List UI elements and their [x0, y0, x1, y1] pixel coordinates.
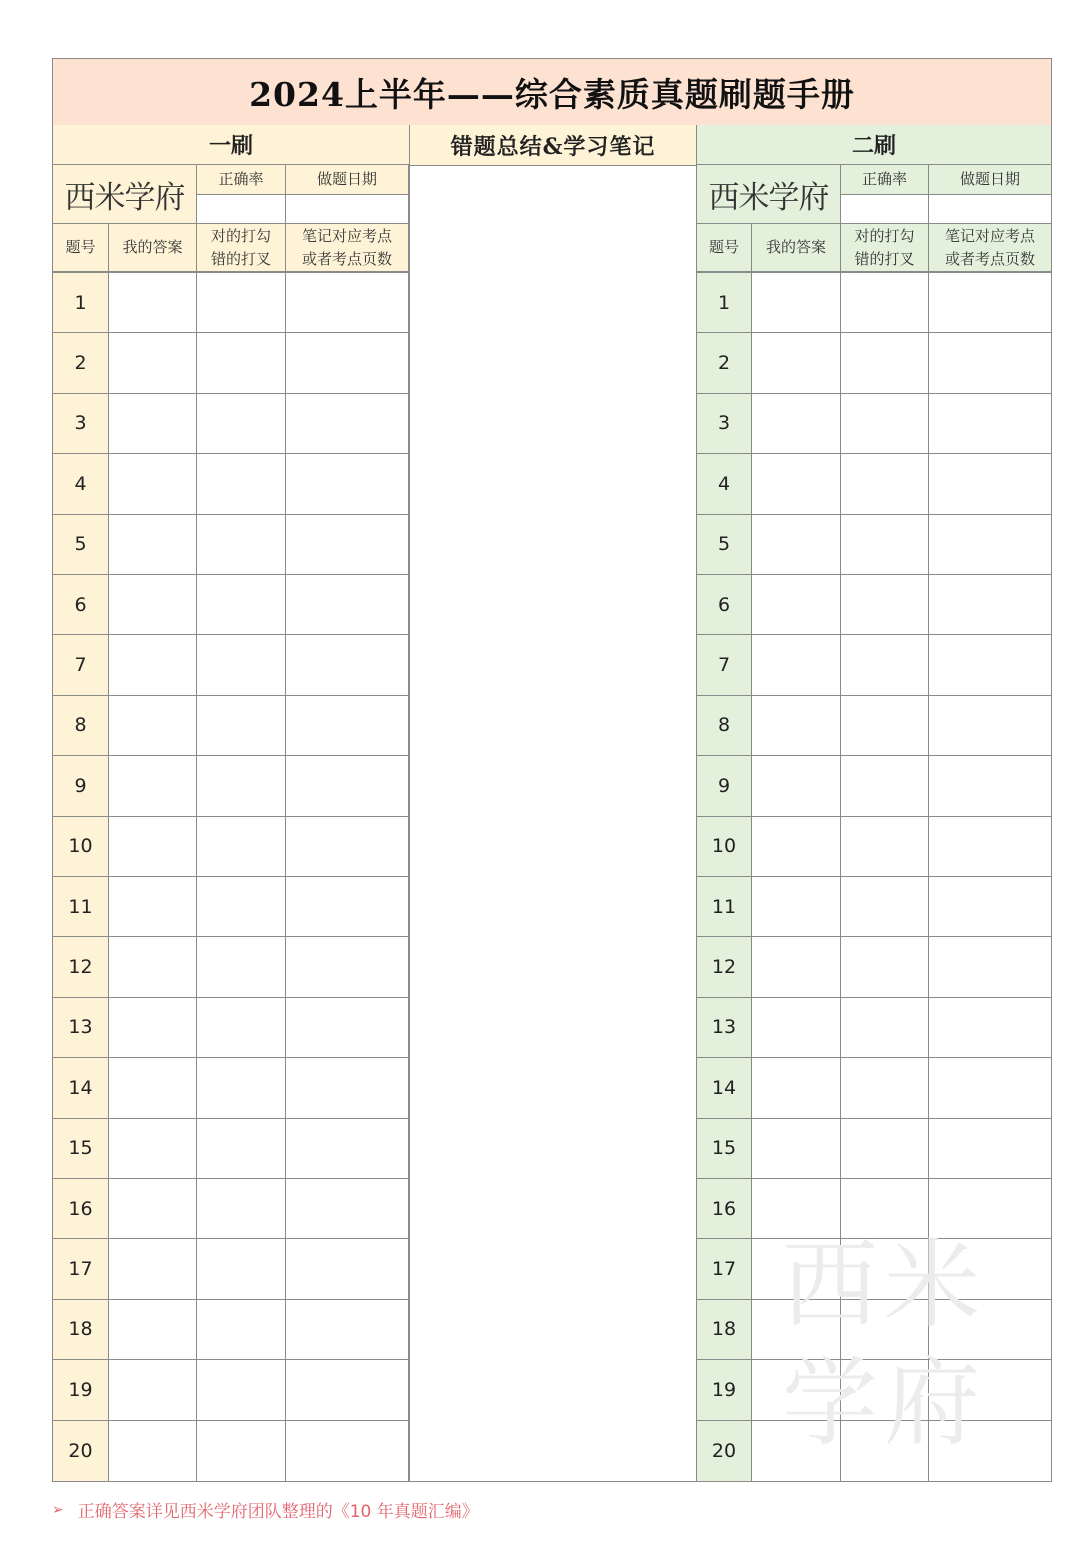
column-header-check: [197, 224, 286, 272]
notes-cell[interactable]: [286, 1058, 409, 1117]
answer-cell[interactable]: [752, 273, 841, 332]
page-title: 2024上半年——综合素质真题刷题手册: [53, 59, 1051, 126]
table-row: [53, 1058, 409, 1118]
table-row: [697, 998, 1051, 1058]
notes-cell[interactable]: [929, 1179, 1051, 1238]
answer-cell[interactable]: [109, 817, 197, 876]
notes-cell[interactable]: [286, 575, 409, 634]
column-header-notes: [929, 224, 1051, 272]
table-row: [697, 394, 1051, 454]
question-number: 6: [53, 575, 109, 634]
second-pass-rows: [697, 273, 1051, 1481]
check-cell[interactable]: [197, 333, 286, 392]
answer-cell[interactable]: [109, 1421, 197, 1481]
question-number: 18: [697, 1300, 752, 1359]
check-cell[interactable]: [841, 1360, 929, 1419]
question-number: 1: [697, 273, 752, 332]
check-cell[interactable]: [841, 1300, 929, 1359]
footer-note: [52, 1497, 479, 1522]
notes-cell[interactable]: [286, 1179, 409, 1238]
notes-cell[interactable]: [929, 1058, 1051, 1117]
accuracy-input[interactable]: [197, 195, 286, 224]
question-number: 20: [53, 1421, 109, 1481]
question-number: 2: [53, 333, 109, 392]
answer-cell[interactable]: [752, 575, 841, 634]
column-header-notes-line2: 或者考点页数: [944, 249, 1035, 268]
answer-cell[interactable]: [752, 1239, 841, 1298]
check-cell[interactable]: [841, 937, 929, 996]
question-number: 5: [697, 515, 752, 574]
table-row: [697, 333, 1051, 393]
question-number: 6: [697, 575, 752, 634]
answer-cell[interactable]: [752, 1179, 841, 1238]
question-number: 5: [53, 515, 109, 574]
check-cell[interactable]: [841, 1119, 929, 1178]
table-row: [53, 1360, 409, 1420]
column-header-number: 题号: [53, 224, 109, 272]
date-input[interactable]: [286, 195, 409, 224]
table-row: [697, 1300, 1051, 1360]
column-header-notes-line1: 笔记对应考点: [944, 226, 1035, 245]
column-header-check: [841, 224, 929, 272]
check-cell[interactable]: [197, 575, 286, 634]
notes-cell[interactable]: [929, 1239, 1051, 1298]
accuracy-input[interactable]: [841, 195, 929, 224]
table-row: [697, 1421, 1051, 1481]
table-row: [53, 394, 409, 454]
column-header-check-line2: 错的打叉: [210, 249, 271, 268]
answer-cell[interactable]: [109, 998, 197, 1057]
logo: 西米学府: [53, 165, 197, 224]
notes-cell[interactable]: [929, 1119, 1051, 1178]
answer-cell[interactable]: [752, 454, 841, 513]
question-number: 16: [53, 1179, 109, 1238]
question-number: 17: [53, 1239, 109, 1298]
check-cell[interactable]: [197, 1360, 286, 1419]
check-cell[interactable]: [197, 1300, 286, 1359]
table-row: [53, 1179, 409, 1239]
table-row: [697, 575, 1051, 635]
answer-cell[interactable]: [752, 1058, 841, 1117]
table-row: [53, 273, 409, 333]
check-cell[interactable]: [197, 454, 286, 513]
table-row: [53, 998, 409, 1058]
question-number: 13: [53, 998, 109, 1057]
table-row: [697, 1239, 1051, 1299]
question-number: 1: [53, 273, 109, 332]
check-cell[interactable]: [197, 696, 286, 755]
notes-cell[interactable]: [286, 273, 409, 332]
question-number: 3: [53, 394, 109, 453]
notes-cell[interactable]: [929, 575, 1051, 634]
notes-cell[interactable]: [929, 877, 1051, 936]
answer-cell[interactable]: [752, 394, 841, 453]
notes-cell[interactable]: [286, 1360, 409, 1419]
table-row: [697, 273, 1051, 333]
answer-cell[interactable]: [109, 877, 197, 936]
notes-column: [409, 125, 697, 1481]
check-cell[interactable]: [841, 998, 929, 1057]
table-row: [697, 635, 1051, 695]
check-cell[interactable]: [197, 1058, 286, 1117]
question-number: 12: [53, 937, 109, 996]
column-header-notes: [286, 224, 409, 272]
notes-cell[interactable]: [929, 394, 1051, 453]
notes-cell[interactable]: [929, 998, 1051, 1057]
table-row: [53, 937, 409, 997]
answer-cell[interactable]: [109, 515, 197, 574]
check-cell[interactable]: [841, 1058, 929, 1117]
second-pass-panel: [697, 125, 1051, 1481]
answer-cell[interactable]: [109, 1058, 197, 1117]
notes-cell[interactable]: [286, 877, 409, 936]
question-number: 15: [697, 1119, 752, 1178]
question-number: 7: [697, 635, 752, 694]
check-cell[interactable]: [197, 1239, 286, 1298]
logo: 西米学府: [697, 165, 841, 224]
question-number: 3: [697, 394, 752, 453]
check-cell[interactable]: [197, 817, 286, 876]
table-row: [697, 454, 1051, 514]
notes-cell[interactable]: [286, 1119, 409, 1178]
table-row: [697, 817, 1051, 877]
notes-cell[interactable]: [286, 937, 409, 996]
table-row: [697, 515, 1051, 575]
answer-cell[interactable]: [752, 1421, 841, 1481]
question-number: 11: [53, 877, 109, 936]
answer-cell[interactable]: [752, 817, 841, 876]
answer-cell[interactable]: [109, 333, 197, 392]
first-pass-panel: [53, 125, 409, 1481]
check-cell[interactable]: [197, 877, 286, 936]
question-number: 10: [697, 817, 752, 876]
notes-cell[interactable]: [929, 817, 1051, 876]
notes-heading: 错题总结&学习笔记: [410, 125, 696, 166]
column-header-notes-line2: 或者考点页数: [301, 249, 392, 268]
question-number: 17: [697, 1239, 752, 1298]
notes-cell[interactable]: [929, 756, 1051, 815]
check-cell[interactable]: [841, 1179, 929, 1238]
question-number: 19: [53, 1360, 109, 1419]
answer-cell[interactable]: [109, 1239, 197, 1298]
column-header-answer: 我的答案: [752, 224, 841, 272]
check-cell[interactable]: [841, 394, 929, 453]
answer-cell[interactable]: [752, 333, 841, 392]
notes-cell[interactable]: [929, 1300, 1051, 1359]
table-row: [53, 877, 409, 937]
table-row: [53, 817, 409, 877]
notes-cell[interactable]: [286, 756, 409, 815]
question-number: 19: [697, 1360, 752, 1419]
table-row: [697, 1058, 1051, 1118]
first-pass-heading: 一刷: [53, 125, 409, 165]
check-cell[interactable]: [841, 333, 929, 392]
table-row: [53, 515, 409, 575]
answer-cell[interactable]: [109, 1360, 197, 1419]
answer-cell[interactable]: [109, 575, 197, 634]
question-number: 13: [697, 998, 752, 1057]
question-number: 20: [697, 1421, 752, 1481]
first-pass-rows: [53, 273, 409, 1481]
answer-cell[interactable]: [752, 756, 841, 815]
table-row: [53, 454, 409, 514]
notes-cell[interactable]: [929, 454, 1051, 513]
table-row: [697, 937, 1051, 997]
table-row: [697, 877, 1051, 937]
table-row: [53, 333, 409, 393]
answer-cell[interactable]: [752, 998, 841, 1057]
answer-cell[interactable]: [752, 1360, 841, 1419]
question-number: 4: [697, 454, 752, 513]
question-number: 8: [53, 696, 109, 755]
notes-cell[interactable]: [929, 1360, 1051, 1419]
notes-cell[interactable]: [929, 515, 1051, 574]
check-cell[interactable]: [841, 635, 929, 694]
watermark-line1: 西米: [782, 1229, 986, 1341]
question-number: 11: [697, 877, 752, 936]
question-number: 12: [697, 937, 752, 996]
check-cell[interactable]: [197, 394, 286, 453]
notes-area[interactable]: [410, 166, 696, 1480]
watermark-line2: 学府: [782, 1347, 986, 1459]
check-cell[interactable]: [841, 273, 929, 332]
table-row: [697, 696, 1051, 756]
answer-cell[interactable]: [752, 1119, 841, 1178]
notes-cell[interactable]: [286, 1300, 409, 1359]
notes-cell[interactable]: [286, 1421, 409, 1481]
answer-cell[interactable]: [752, 696, 841, 755]
notes-cell[interactable]: [286, 515, 409, 574]
table-row: [697, 756, 1051, 816]
notes-cell[interactable]: [929, 937, 1051, 996]
first-pass-header-grid: [53, 165, 409, 273]
arrow-icon: ➢: [52, 1501, 64, 1518]
answer-cell[interactable]: [109, 756, 197, 815]
notes-cell[interactable]: [929, 635, 1051, 694]
check-cell[interactable]: [841, 756, 929, 815]
question-number: 4: [53, 454, 109, 513]
check-cell[interactable]: [197, 998, 286, 1057]
check-cell[interactable]: [841, 1421, 929, 1481]
notes-cell[interactable]: [286, 998, 409, 1057]
date-label: 做题日期: [929, 165, 1051, 195]
check-cell[interactable]: [841, 515, 929, 574]
notes-cell[interactable]: [286, 635, 409, 694]
footer-text: 正确答案详见西米学府团队整理的《10 年真题汇编》: [77, 1502, 479, 1522]
answer-cell[interactable]: [109, 1179, 197, 1238]
question-number: 14: [53, 1058, 109, 1117]
answer-cell[interactable]: [752, 515, 841, 574]
check-cell[interactable]: [197, 515, 286, 574]
table-row: [53, 1119, 409, 1179]
check-cell[interactable]: [841, 877, 929, 936]
check-cell[interactable]: [197, 635, 286, 694]
notes-cell[interactable]: [286, 696, 409, 755]
date-label: 做题日期: [286, 165, 409, 195]
table-row: [53, 635, 409, 695]
check-cell[interactable]: [197, 1119, 286, 1178]
answer-cell[interactable]: [109, 635, 197, 694]
check-cell[interactable]: [841, 1239, 929, 1298]
second-pass-heading: 二刷: [697, 125, 1051, 165]
answer-cell[interactable]: [752, 937, 841, 996]
table-row: [53, 756, 409, 816]
notes-cell[interactable]: [929, 696, 1051, 755]
question-number: 14: [697, 1058, 752, 1117]
second-pass-header-grid: [697, 165, 1051, 273]
answer-cell[interactable]: [109, 1119, 197, 1178]
answer-cell[interactable]: [109, 394, 197, 453]
notes-cell[interactable]: [286, 454, 409, 513]
answer-cell[interactable]: [752, 635, 841, 694]
column-header-check-line2: 错的打叉: [854, 249, 915, 268]
notes-cell[interactable]: [286, 1239, 409, 1298]
column-header-number: 题号: [697, 224, 752, 272]
check-cell[interactable]: [841, 696, 929, 755]
table-row: [53, 1239, 409, 1299]
answer-cell[interactable]: [109, 273, 197, 332]
accuracy-label: 正确率: [197, 165, 286, 195]
check-cell[interactable]: [197, 273, 286, 332]
question-number: 15: [53, 1119, 109, 1178]
answer-cell[interactable]: [109, 1300, 197, 1359]
question-number: 9: [53, 756, 109, 815]
check-cell[interactable]: [197, 937, 286, 996]
answer-cell[interactable]: [109, 454, 197, 513]
question-number: 18: [53, 1300, 109, 1359]
notes-cell[interactable]: [286, 394, 409, 453]
check-cell[interactable]: [841, 454, 929, 513]
check-cell[interactable]: [197, 1421, 286, 1481]
table-row: [697, 1360, 1051, 1420]
notes-cell[interactable]: [929, 333, 1051, 392]
table-row: [53, 1300, 409, 1360]
question-number: 10: [53, 817, 109, 876]
check-cell[interactable]: [197, 1179, 286, 1238]
date-input[interactable]: [929, 195, 1051, 224]
accuracy-label: 正确率: [841, 165, 929, 195]
answer-cell[interactable]: [109, 696, 197, 755]
answer-cell[interactable]: [752, 877, 841, 936]
answer-cell[interactable]: [752, 1300, 841, 1359]
worksheet-table: [52, 58, 1052, 1482]
notes-cell[interactable]: [929, 273, 1051, 332]
question-number: 7: [53, 635, 109, 694]
column-header-answer: 我的答案: [109, 224, 197, 272]
table-row: [697, 1179, 1051, 1239]
table-row: [53, 575, 409, 635]
notes-cell[interactable]: [929, 1421, 1051, 1481]
answer-cell[interactable]: [109, 937, 197, 996]
check-cell[interactable]: [841, 817, 929, 876]
table-row: [697, 1119, 1051, 1179]
question-number: 8: [697, 696, 752, 755]
column-header-notes-line1: 笔记对应考点: [301, 226, 392, 245]
notes-cell[interactable]: [286, 333, 409, 392]
table-row: [53, 1421, 409, 1481]
column-header-check-line1: 对的打勾: [210, 226, 271, 245]
check-cell[interactable]: [841, 575, 929, 634]
column-header-check-line1: 对的打勾: [854, 226, 915, 245]
table-row: [53, 696, 409, 756]
check-cell[interactable]: [197, 756, 286, 815]
question-number: 9: [697, 756, 752, 815]
question-number: 16: [697, 1179, 752, 1238]
notes-cell[interactable]: [286, 817, 409, 876]
question-number: 2: [697, 333, 752, 392]
